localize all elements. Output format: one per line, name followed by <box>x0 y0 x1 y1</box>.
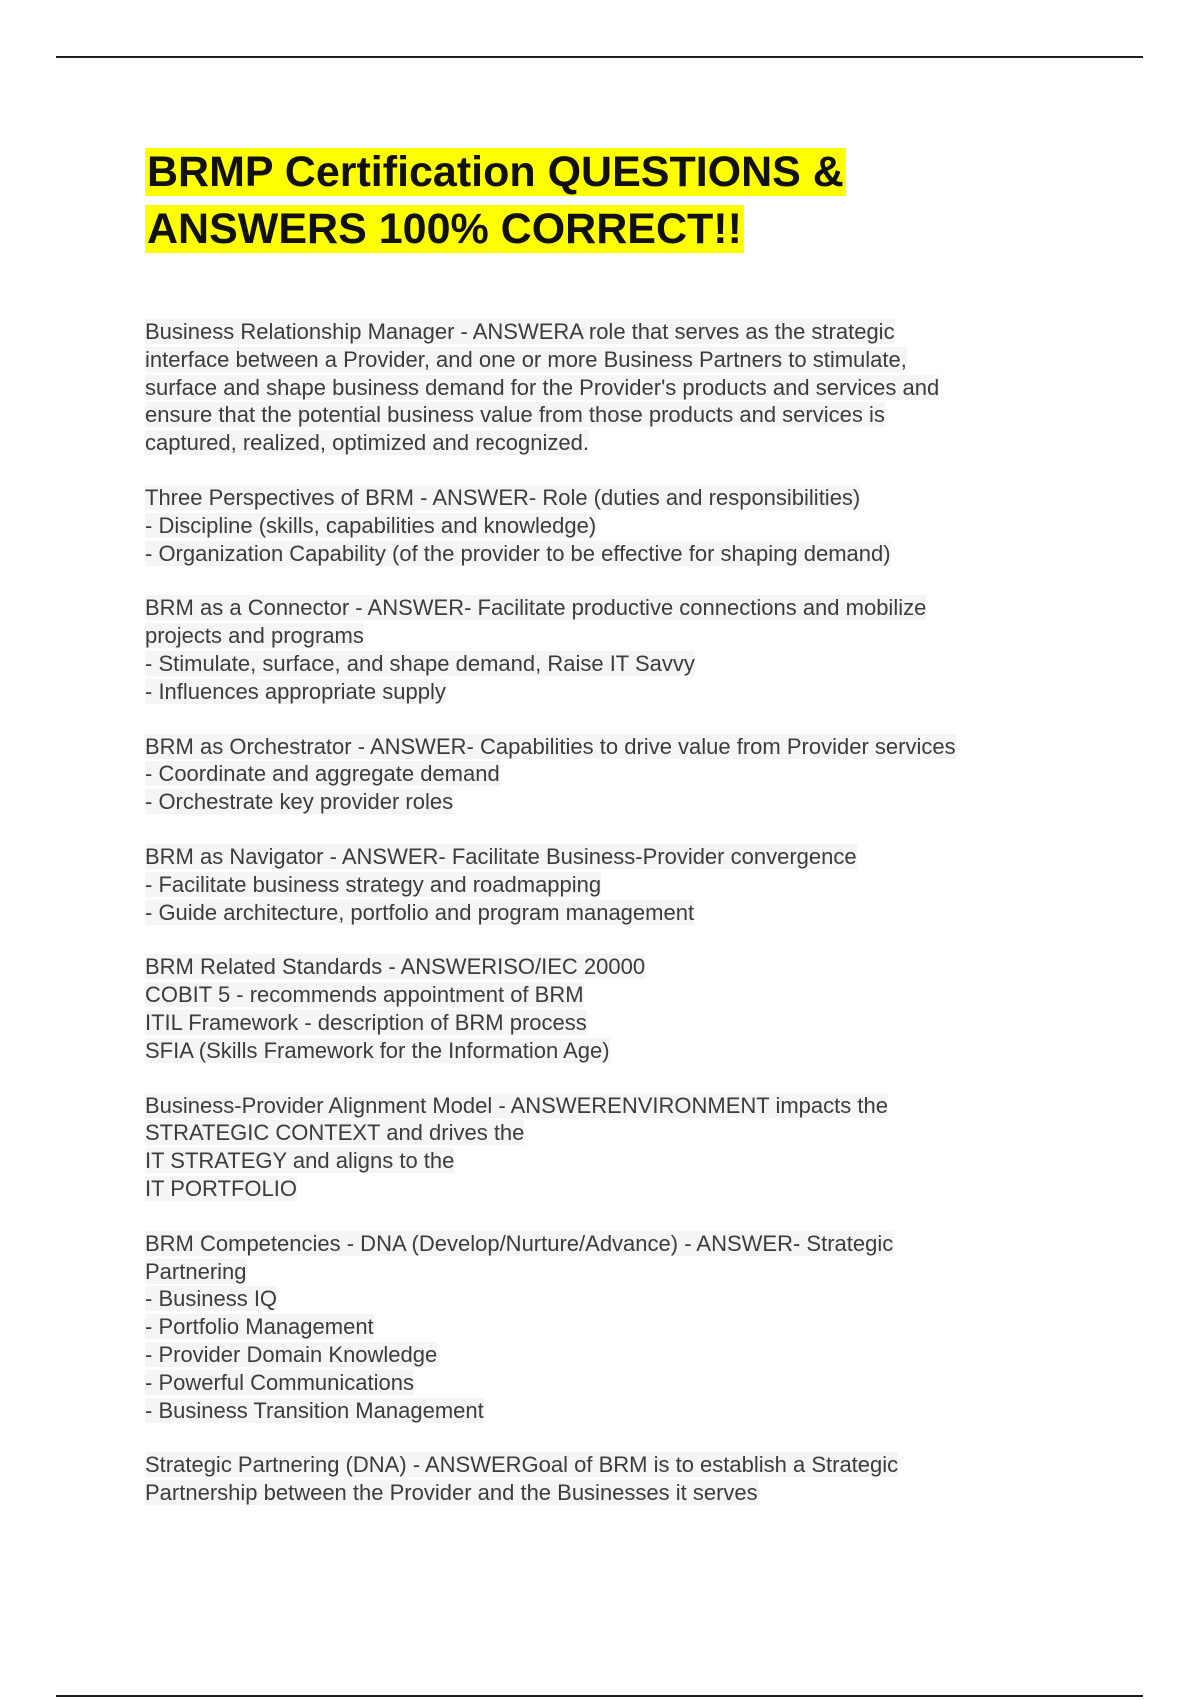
qa-entry-text: BRM Competencies - DNA (Develop/Nurture/Advance) - ANSWER- Strategic Partnering - Business IQ - Portfolio Management - Provider Domain Knowledge - Powerful Communications - Business Transition Management <box>145 1230 894 1423</box>
qa-entry <box>145 484 1055 567</box>
qa-entry-text: Three Perspectives of BRM - ANSWER- Role (duties and responsibilities) - Discipline (skills, capabilities and knowledge) - Organization Capability (of the provider to be effective for shaping demand) <box>145 484 891 566</box>
footer-rule <box>56 1695 1143 1697</box>
qa-entry <box>145 594 1055 705</box>
qa-entry-text: BRM as Navigator - ANSWER- Facilitate Business-Provider convergence - Facilitate business strategy and roadmapping - Guide architecture, portfolio and program management <box>145 843 857 925</box>
qa-entry-text: BRM Related Standards - ANSWERISO/IEC 20000 COBIT 5 - recommends appointment of BRM ITIL Framework - description of BRM process SFIA (Skills Framework for the Information Age) <box>145 954 646 1063</box>
title-line-1: BRMP Certification QUESTIONS & <box>147 148 844 196</box>
qa-entry-text: BRM as a Connector - ANSWER- Facilitate productive connections and mobilize projects and programs - Stimulate, surface, and shape demand, Raise IT Savvy - Influences appropriate supply <box>145 595 927 704</box>
qa-entry <box>145 1230 1055 1425</box>
qa-entry <box>145 843 1055 926</box>
qa-entry-text: Business-Provider Alignment Model - ANSWERENVIRONMENT impacts the STRATEGIC CONTEXT and drives the IT STRATEGY and aligns to the IT PORTFOLIO <box>145 1092 888 1201</box>
qa-entry <box>145 1451 1055 1507</box>
qa-entry-text: BRM as Orchestrator - ANSWER- Capabilities to drive value from Provider services - Coordinate and aggregate demand - Orchestrate key provider roles <box>145 733 956 815</box>
page-title <box>145 144 1055 258</box>
header-rule <box>56 56 1143 58</box>
qa-entry <box>145 318 1055 457</box>
qa-entry <box>145 953 1055 1064</box>
qa-entry-text: Business Relationship Manager - ANSWERA role that serves as the strategic interface between a Provider, and one or more Business Partners to stimulate, surface and shape business demand for the Provider's products and services and ensure that the potential business value from those products and services is captured, realized, optimized and recognized. <box>145 319 940 456</box>
qa-entry <box>145 733 1055 816</box>
title-line-2: ANSWERS 100% CORRECT!! <box>147 205 742 253</box>
qa-entry <box>145 1092 1055 1203</box>
document-body <box>145 144 1055 1534</box>
qa-entry-text: Strategic Partnering (DNA) - ANSWERGoal of BRM is to establish a Strategic Partnership between the Provider and the Businesses it serves <box>145 1452 899 1506</box>
